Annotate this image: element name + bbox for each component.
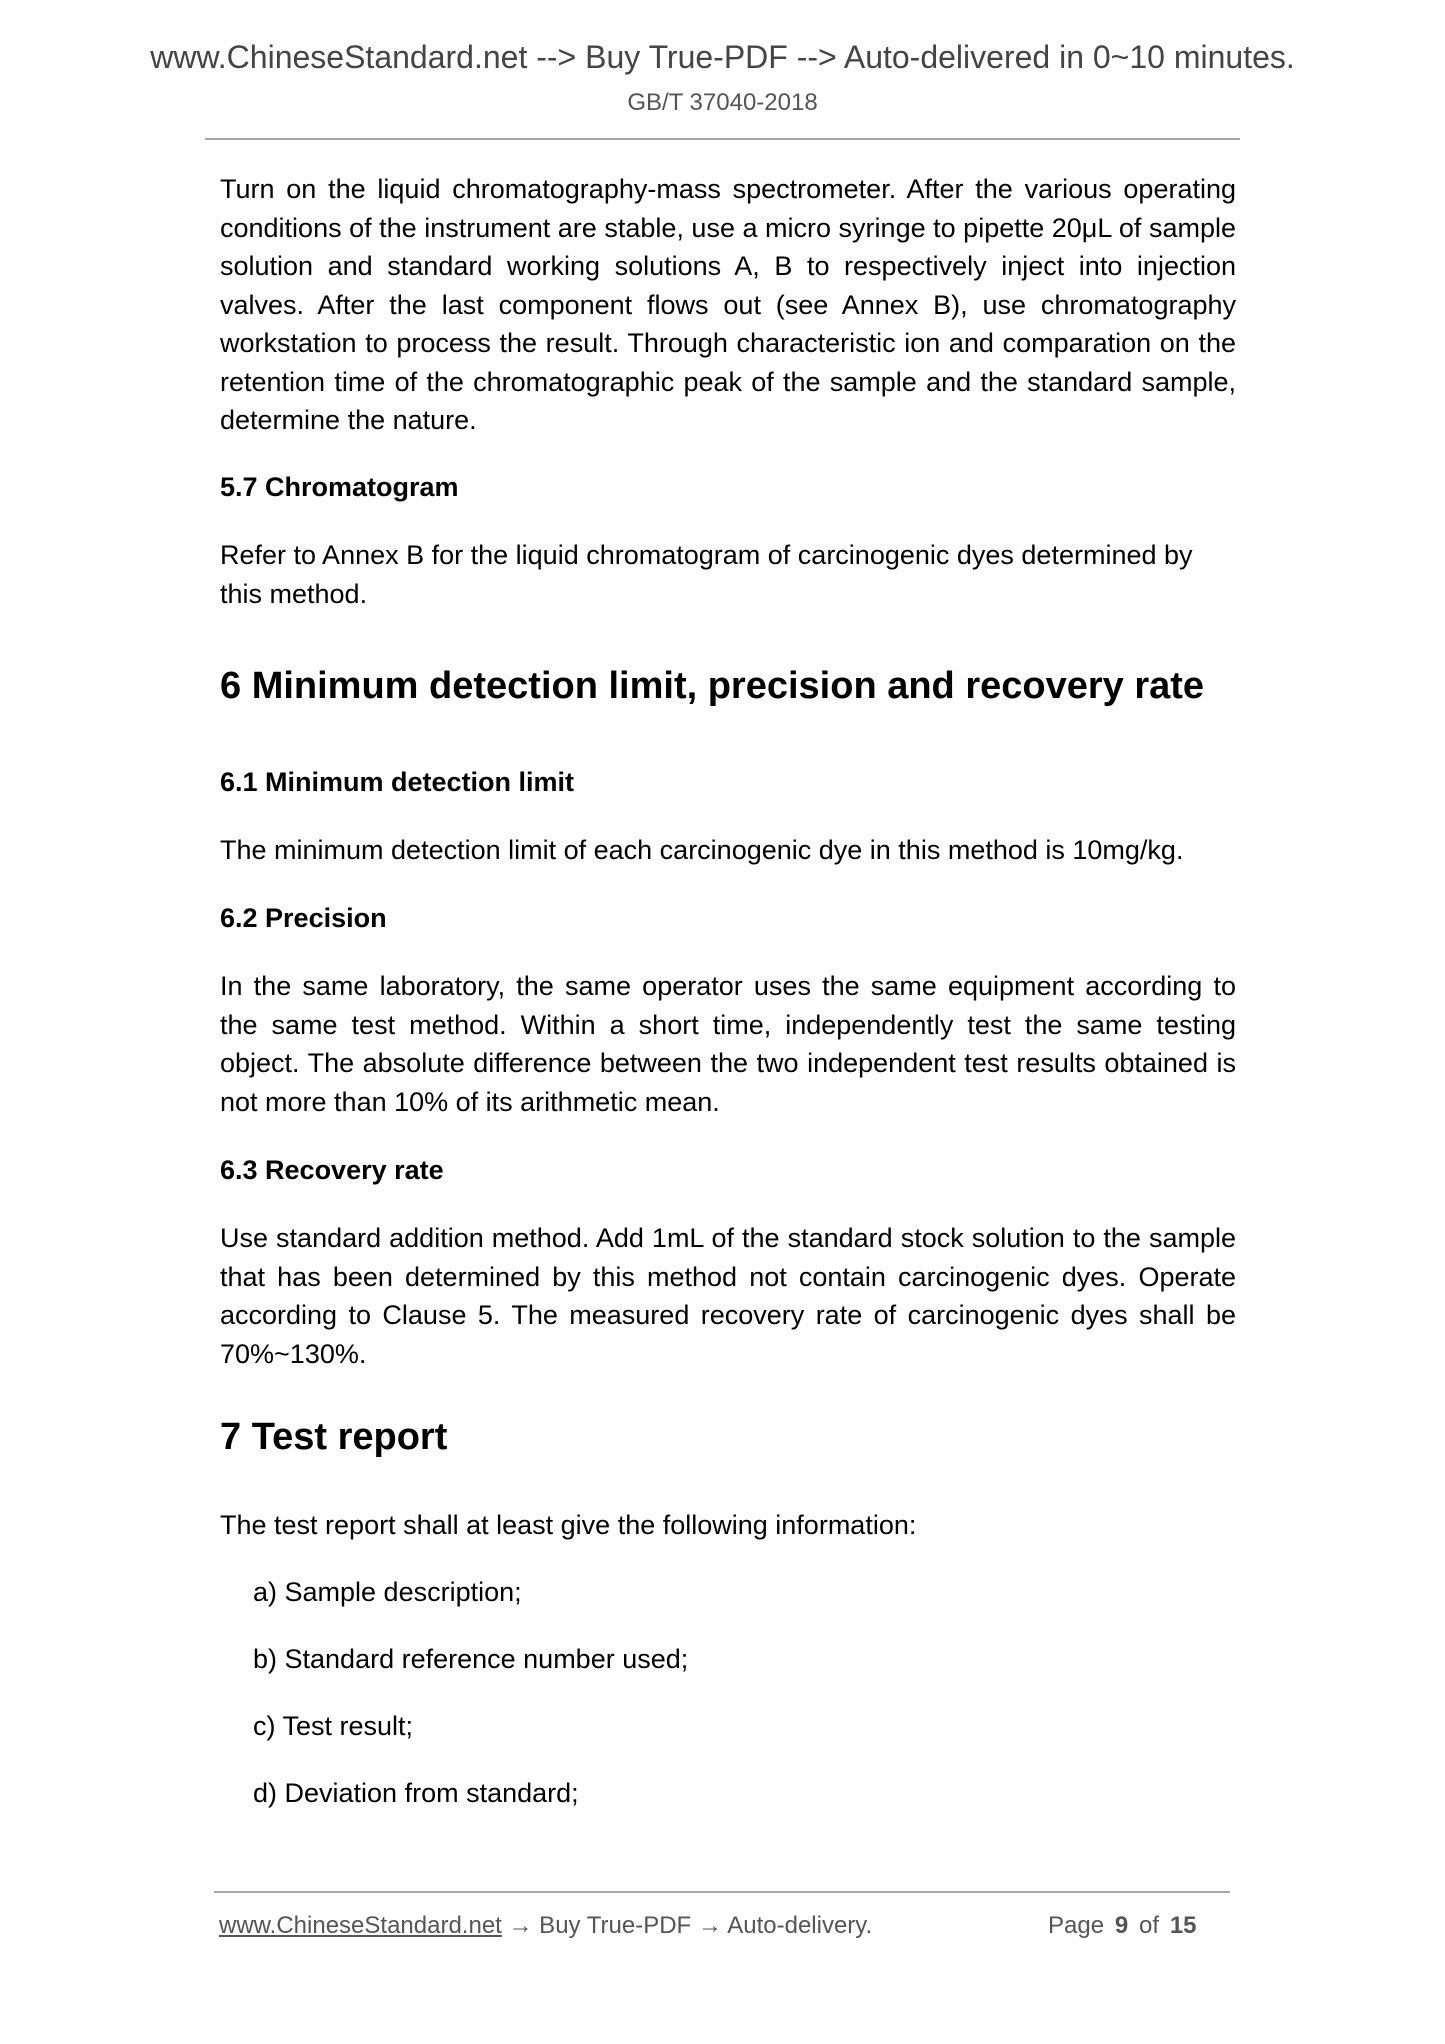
section-heading-7: 7 Test report bbox=[220, 1416, 448, 1458]
paragraph-text: The minimum detection limit of each carcinogenic dye in this method is 10mg/kg. bbox=[220, 835, 1184, 865]
section-heading-5-7: 5.7 Chromatogram bbox=[220, 472, 459, 502]
paragraph-text: Turn on the liquid chromatography-mass spectrometer. After the various operating conditions of the instrument are stable, use a micro syringe to pipette 20μL of sample solution and standard working solutions A, B to respectively inject into injection valves. After the last component flows out (see Annex B), use chromatography workstation to process the result. Through characteristic ion and comparation on the retention time of the chromatographic peak of the sample and the standard sample, determine the nature. bbox=[220, 174, 1236, 435]
footer-site-link[interactable]: www.ChineseStandard.net bbox=[219, 1912, 502, 1939]
paragraph-text: In the same laboratory, the same operator uses the same equipment according to the same test method. Within a short time, independently test the same testing object. The absolute difference between the two independent test results obtained is not more than 10% of its arithmetic mean. bbox=[220, 971, 1236, 1117]
section-heading-6: 6 Minimum detection limit, precision and recovery rate bbox=[220, 665, 1205, 707]
list-item: c) Test result; bbox=[253, 1711, 414, 1741]
section-heading-6-1: 6.1 Minimum detection limit bbox=[220, 767, 575, 797]
paragraph-text: Refer to Annex B for the liquid chromatogram of carcinogenic dyes determined by this method. bbox=[220, 540, 1193, 609]
page-current: 9 bbox=[1114, 1912, 1129, 1939]
of-label: of bbox=[1139, 1912, 1160, 1939]
paragraph-5-7 bbox=[220, 536, 1236, 613]
header-divider bbox=[205, 138, 1240, 140]
paragraph-text: The test report shall at least give the following information: bbox=[220, 1510, 917, 1540]
paragraph-6-1 bbox=[220, 831, 1236, 870]
paragraph-7-intro bbox=[220, 1506, 1236, 1545]
paragraph-6-3 bbox=[220, 1219, 1236, 1373]
footer-promo bbox=[219, 1912, 872, 1941]
section-heading-6-3: 6.3 Recovery rate bbox=[220, 1155, 444, 1185]
header-banner: www.ChineseStandard.net --> Buy True-PDF --> Auto-delivered in 0~10 minutes. bbox=[150, 39, 1295, 75]
paragraph-5-6-continued bbox=[220, 170, 1236, 440]
page-indicator bbox=[1048, 1912, 1197, 1941]
footer-divider bbox=[214, 1891, 1230, 1893]
list-item: b) Standard reference number used; bbox=[253, 1644, 689, 1674]
paragraph-text: Use standard addition method. Add 1mL of the standard stock solution to the sample that has been determined by this method not contain carcinogenic dyes. Operate according to Clause 5. The measured recovery rate of carcinogenic dyes shall be 70%~130%. bbox=[220, 1223, 1236, 1369]
page-label: Page bbox=[1048, 1912, 1105, 1939]
footer-promo-text: → Buy True-PDF → Auto-delivery. bbox=[501, 1912, 873, 1939]
standard-number: GB/T 37040-2018 bbox=[627, 89, 818, 116]
list-item: d) Deviation from standard; bbox=[253, 1778, 579, 1808]
list-item: a) Sample description; bbox=[253, 1577, 522, 1607]
page-total: 15 bbox=[1169, 1912, 1197, 1939]
paragraph-6-2 bbox=[220, 967, 1236, 1121]
section-heading-6-2: 6.2 Precision bbox=[220, 903, 387, 933]
